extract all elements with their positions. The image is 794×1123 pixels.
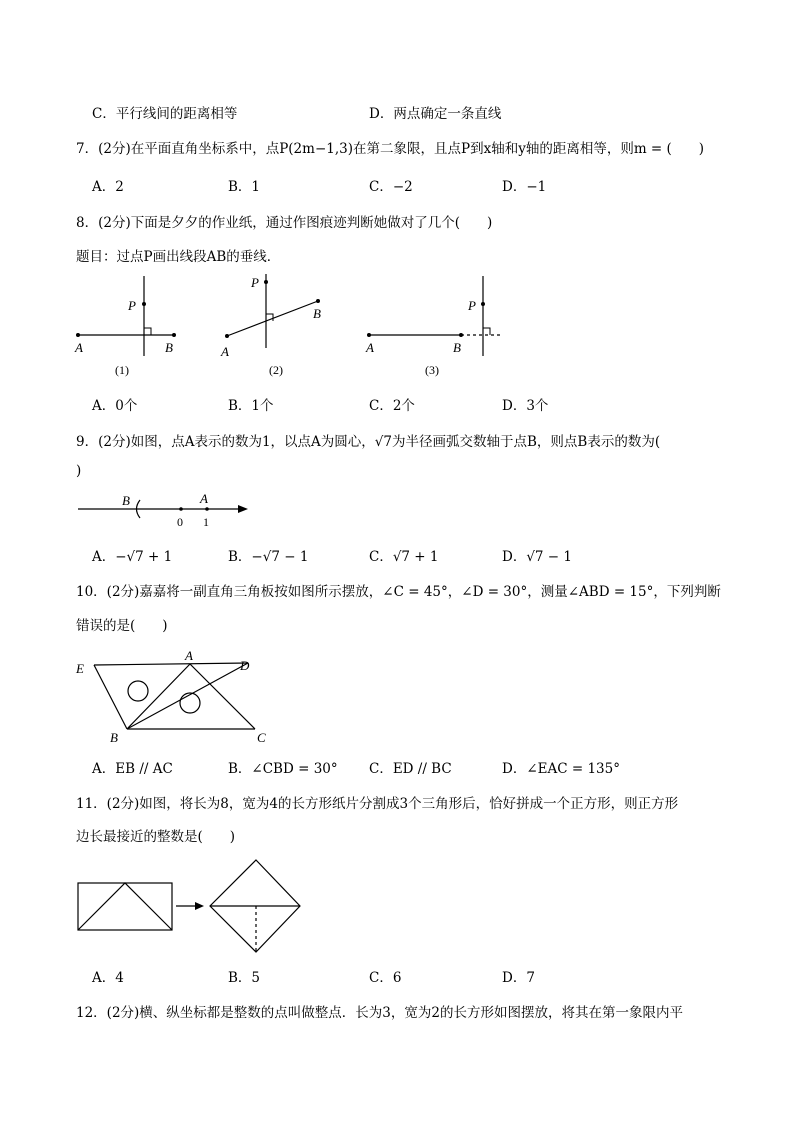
q10-label-e: E <box>76 661 84 676</box>
q10-option-d: D．∠EAC = 135° <box>502 761 620 777</box>
q10-label-a: A <box>185 648 193 663</box>
q8-option-b: B．1个 <box>228 398 274 414</box>
q9-option-c: C．√7 + 1 <box>369 549 439 565</box>
q10-stem-line2: 错误的是( ) <box>76 618 168 634</box>
q11-option-d: D．7 <box>502 970 535 986</box>
q8-figure <box>70 268 510 383</box>
q11-option-b: B．5 <box>228 970 261 986</box>
q11-option-c: C．6 <box>369 970 402 986</box>
q12-stem: 12．(2分)横、纵坐标都是整数的点叫做整点．长为3，宽为2的长方形如图摆放，将其在第一象限内平 <box>76 1005 683 1021</box>
q7-option-d: D．−1 <box>502 179 547 195</box>
q9-number-line <box>70 488 260 533</box>
q10-figure <box>70 646 280 746</box>
q10-label-d: D <box>240 658 250 673</box>
q7-option-c: C．−2 <box>369 179 413 195</box>
q9-label-b: B <box>122 493 130 508</box>
q7-option-a: A．2 <box>92 179 124 195</box>
q8-option-c: C．2个 <box>369 398 415 414</box>
q7-option-b: B．1 <box>228 179 261 195</box>
q11-stem-line2: 边长最接近的整数是( ) <box>76 829 236 845</box>
q9-tick-1: 1 <box>203 515 209 529</box>
q8-caption-3: (3) <box>425 363 439 377</box>
q9-stem-line1: 9．(2分)如图，点A表示的数为1，以点A为圆心，√7为半径画弧交数轴于点B，则点B表示的数为( <box>76 434 661 450</box>
q6-option-d: D．两点确定一条直线 <box>369 106 502 122</box>
q9-stem-line2: ) <box>76 463 82 479</box>
q9-option-d: D．√7 − 1 <box>502 549 572 565</box>
q10-label-b: B <box>110 730 118 745</box>
q8-fig3-label-b: B <box>453 340 461 355</box>
q8-fig1-label-a: A <box>75 340 83 355</box>
q8-fig1-label-p: P <box>128 298 136 313</box>
q8-stem: 8．(2分)下面是夕夕的作业纸，通过作图痕迹判断她做对了几个( ) <box>76 215 493 231</box>
q8-fig2-label-p: P <box>251 275 259 290</box>
q10-option-b: B．∠CBD = 30° <box>228 761 338 777</box>
q8-option-a: A．0个 <box>92 398 138 414</box>
q11-stem-line1: 11．(2分)如图，将长为8，宽为4的长方形纸片分割成3个三角形后，恰好拼成一个正方形，则正方形 <box>76 796 679 812</box>
q9-label-a: A <box>200 491 208 506</box>
q8-fig3-label-a: A <box>366 340 374 355</box>
q8-fig1-label-b: B <box>165 340 173 355</box>
q10-option-c: C．ED // BC <box>369 761 452 777</box>
q8-caption-1: (1) <box>115 363 129 377</box>
q9-tick-0: 0 <box>177 515 183 529</box>
q8-fig2-label-a: A <box>221 344 229 359</box>
q8-fig2-label-b: B <box>313 306 321 321</box>
q8-topic: 题目：过点P画出线段AB的垂线． <box>76 249 281 265</box>
q10-option-a: A．EB // AC <box>92 761 173 777</box>
q8-option-d: D．3个 <box>502 398 549 414</box>
q11-option-a: A．4 <box>92 970 124 986</box>
q8-fig3-label-p: P <box>468 298 476 313</box>
q9-option-b: B．−√7 − 1 <box>228 549 309 565</box>
q8-caption-2: (2) <box>269 363 283 377</box>
q10-stem-line1: 10．(2分)嘉嘉将一副直角三角板按如图所示摆放，∠C = 45°，∠D = 30°，测量∠ABD = 15°，下列判断 <box>76 584 721 600</box>
q6-option-c: C．平行线间的距离相等 <box>92 106 238 122</box>
q9-option-a: A．−√7 + 1 <box>92 549 173 565</box>
q10-label-c: C <box>257 730 266 745</box>
q11-figure <box>70 855 310 960</box>
q7-stem: 7．(2分)在平面直角坐标系中，点P(2m−1,3)在第二象限，且点P到x轴和y轴的距离相等，则m = ( ) <box>76 141 705 157</box>
